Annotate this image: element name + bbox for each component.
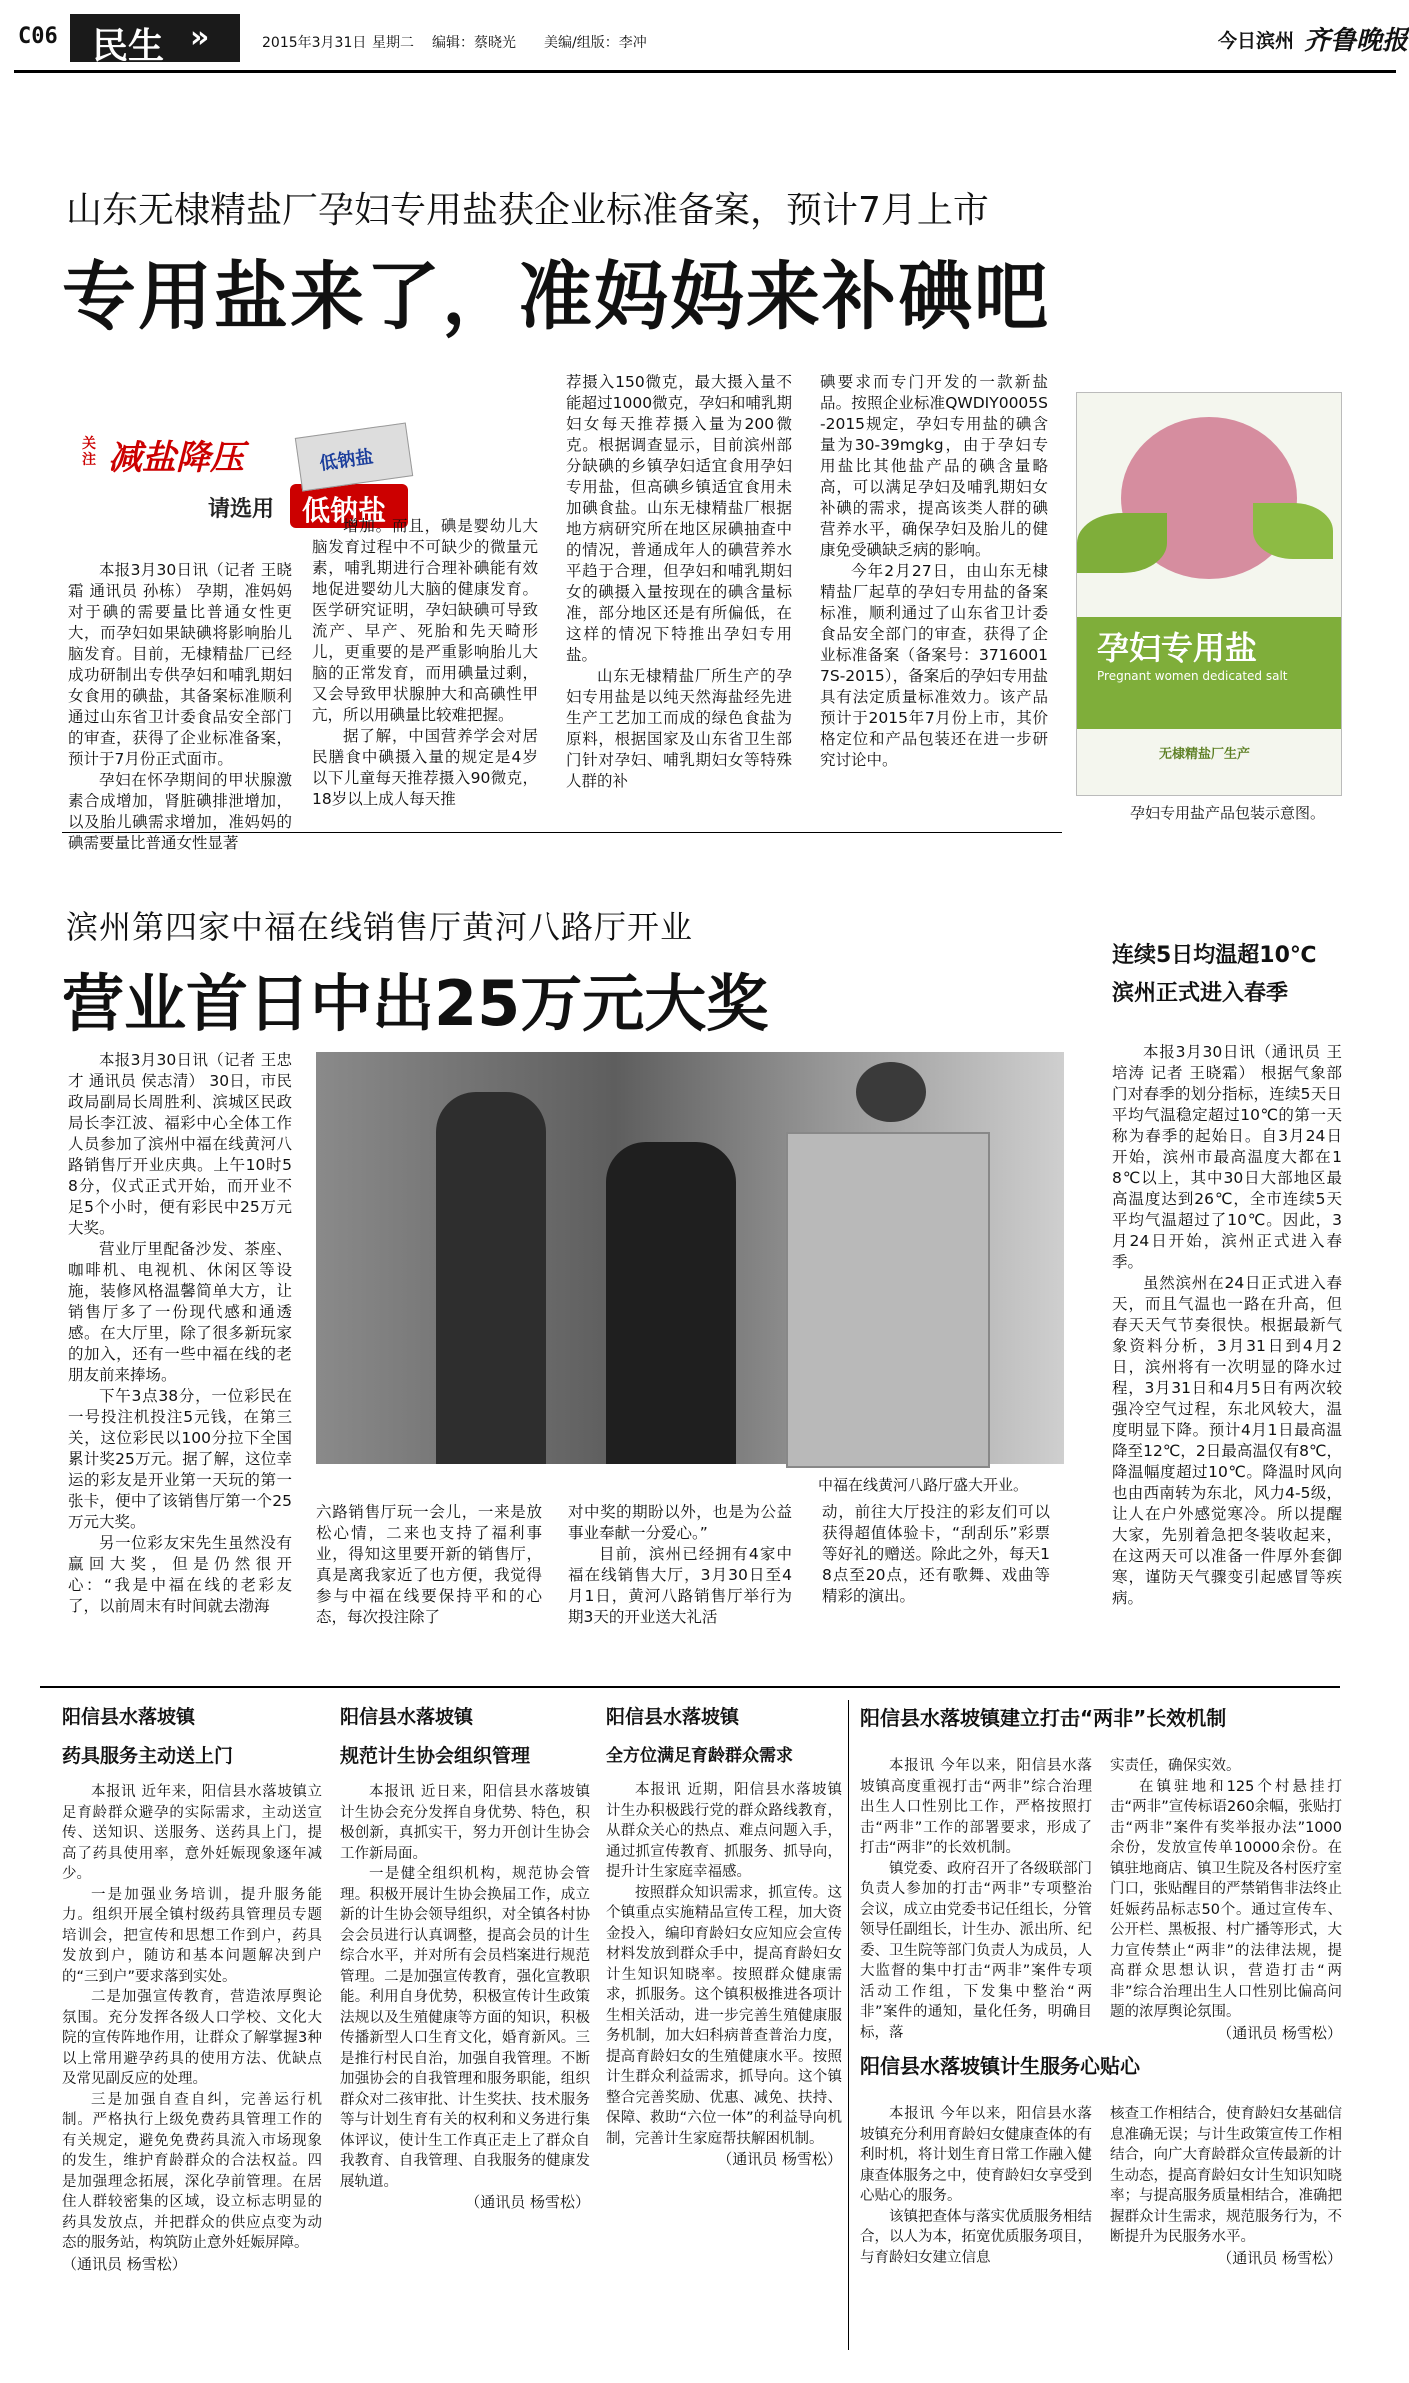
salt-package-image xyxy=(1076,392,1342,796)
salt-title: 专用盐来了，准妈妈来补碘吧 xyxy=(62,254,1050,340)
brief-3-kicker: 阳信县水落坡镇 xyxy=(606,1706,740,1728)
page-header xyxy=(0,0,1409,74)
lottery-column-1: 本报3月30日讯（记者 王忠才 通讯员 侯志清） 30日，市民政局副局长周胜利、滨城区民政局长李江波、福彩中心全体工作人员参加了滨州中福在线黄河八路销售厅开业庆典。上午10时58分，仪式正式开始，而开业不足5个小时，便有彩民中25万元大奖。 营业厅里配备沙发、茶座、咖啡机、电视机、休闲区等设施，装修风格温馨简单大方，让销售厅多了一份现代感和通透感。在大厅里，除了很多新玩家的加入，还有一些中福在线的老朋友前来捧场。 下午3点38分，一位彩民在一号投注机投注5元钱，在第三关，这位彩民以100分拉下全国累计奖25万元。据了解，这位幸运的彩友是开业第一天玩的第一张卡，便中了该销售厅第一个25万元大奖。 另一位彩友宋先生虽然没有赢回大奖，但是仍然很开心：“我是中福在线的老彩友了，以前周末有时间就去渤海 xyxy=(68,1051,292,1615)
lottery-column-4: 动，前往大厅投注的彩友们可以获得超值体验卡，“刮刮乐”彩票等好礼的赠送。除此之外，每天18点至20点，还有歌舞、戏曲等精彩的演出。 xyxy=(822,1503,1050,1605)
brief-2-body: 本报讯 近日来，阳信县水落坡镇计生协会充分发挥自身优势、特色，积极创新，真抓实干，努力开创计生协会工作新局面。 一是健全组织机构，规范协会管理。积极开展计生协会换届工作，成立新的计生协会领导组织，对全镇各村协会会员进行认真调整，提高会员的计生综合水平，并对所有会员档案进行规范管理。二是加强宣传教育，强化宣教职能。利用自身优势，积极宣传计生政策法规以及生殖健康等方面的知识，积极传播新型人口生育文化，婚育新风。三是推行村民自治，加强自我管理。不断加强协会的自我管理和服务职能，组织群众对二孩审批、计生奖扶、技术服务等与计划生育有关的权利和义务进行集体评议，使计生工作真正走上了群众自我教育、自我管理、自我服务的健康发展轨道。 xyxy=(340,1784,590,2190)
brief-4-signature: （通讯员 杨雪松） xyxy=(1217,2023,1342,2042)
header-designer: 美编/组版：李冲 xyxy=(544,35,647,51)
salt-bottom-rule xyxy=(62,832,1062,833)
salt-column-2: 增加。而且，碘是婴幼儿大脑发育过程中不可缺少的微量元素，哺乳期进行合理补碘能有效地促进婴幼儿大脑的健康发育。医学研究证明，孕妇缺碘可导致流产、早产、死胎和先天畸形儿，更重要的是严重影响胎儿大脑的正常发育，而用碘量过剩，又会导致甲状腺肿大和高碘性甲亢，所以用碘量比较难把握。 据了解，中国营养学会对居民膳食中碘摄入量的规定是4岁以下儿童每天推荐摄入90微克，18岁以上成人每天推 xyxy=(312,517,538,808)
section-tag xyxy=(70,14,240,67)
lottery-photo-caption: 中福在线黄河八路厅盛大开业。 xyxy=(818,1476,1029,1494)
photo-person-2 xyxy=(606,1142,736,1464)
banner-badge-text: 低钠盐 xyxy=(302,494,387,527)
package-caption: 孕妇专用盐产品包装示意图。 xyxy=(1130,804,1326,822)
banner-tag: 关注 xyxy=(82,436,96,468)
brief-5-column-1: 本报讯 今年以来，阳信县水落坡镇充分利用育龄妇女健康查体的有利时机，将计划生育日常工作融入健康查体服务之中，使育龄妇女享受到心贴心的服务。 该镇把查体与落实优质服务相结合，以人为本，拓宽优质服务项目，与育龄妇女建立信息 xyxy=(860,2106,1092,2266)
header-weekday: 星期二 xyxy=(372,35,414,51)
leaf-icon-2 xyxy=(1253,503,1333,559)
salt-column-4: 碘要求而专门开发的一款新盐品。按照企业标准QWDIY0005S-2015规定，孕妇专用盐的碘含量为30-39mgkg，由于孕妇专用盐比其他盐产品的碘含量略高，可以满足孕妇及哺乳期妇女补碘的需求，提高该类人群的碘营养水平，确保孕妇及胎儿的健康免受碘缺乏病的影响。 今年2月27日，由山东无棣精盐厂起草的孕妇专用盐的备案标准，顺利通过了山东省卫计委食品安全部门的审查，获得了企业标准备案（备案号：37160017S-2015），备案后的孕妇专用盐具有法定质量标准效力。该产品预计于2015年7月份上市，其价格定位和产品包装还在进一步研究讨论中。 xyxy=(820,373,1048,769)
brief-5-column-2: 核查工作相结合，使育龄妇女基础信息准确无误；与计生政策宣传工作相结合，向广大育龄群众宣传最新的计生动态，提高育龄妇女计生知识知晓率；与提高服务质量相结合，准确把握群众计生需求，规范服务行为，不断提升为民服务水平。 （通讯员 杨雪松） xyxy=(1110,2106,1342,2267)
brief-5-signature: （通讯员 杨雪松） xyxy=(1217,2248,1342,2267)
brief-4 xyxy=(860,1702,1350,2042)
chevron-right-icon: » xyxy=(190,20,210,55)
salt-bag-image xyxy=(295,422,413,491)
paper-logo: 齐鲁晚报 xyxy=(1304,26,1409,56)
salt-subtitle: 山东无棣精盐厂孕妇专用盐获企业标准备案，预计7月上市 xyxy=(66,190,989,231)
weather-title-1: 连续5日均温超10℃ xyxy=(1112,943,1317,968)
leaf-icon xyxy=(1077,513,1167,573)
photo-machine xyxy=(786,1132,990,1468)
photo-person-1 xyxy=(436,1092,546,1464)
lottery-column-3: 对中奖的期盼以外，也是为公益事业奉献一分爱心。” 目前，滨州已经拥有4家中福在线销售大厅，3月30日至4月1日，黄河八路销售厅举行为期3天的开业送大礼活 xyxy=(568,1503,792,1626)
paper-name: 今日滨州 xyxy=(1218,30,1295,52)
weather-title-2: 滨州正式进入春季 xyxy=(1112,981,1289,1006)
brief-3 xyxy=(606,1702,842,2170)
brief-4-column-2: 实责任，确保实效。 在镇驻地和125个村悬挂打击“两非”宣传标语260余幅，张贴打击“两非”案件有奖举报办法”1000余份，发放宣传单10000余份。在镇驻地商店、镇卫生院及各村医疗室门口，张贴醒目的严禁销售非法终止妊娠药品标志50个。通过宣传车、公开栏、黑板报、村广播等形式，大力宣传禁止“两非”的法律法规，提高群众思想认识，营造打击“两非”综合治理出生人口性别比偏高问题的浓厚舆论氛围。 （通讯员 杨雪松） xyxy=(1110,1758,1342,2042)
lottery-photo xyxy=(316,1052,1064,1464)
section-name: 民生 xyxy=(92,25,165,67)
brief-4-title: 阳信县水落坡镇建立打击“两非”长效机制 xyxy=(860,1706,1227,1730)
bag-label: 低钠盐 xyxy=(318,446,375,475)
page-number: C06 xyxy=(18,24,58,49)
brief-3-signature: （通讯员 杨雪松） xyxy=(717,2150,842,2168)
brief-2 xyxy=(340,1702,590,2213)
package-english: Pregnant women dedicated salt xyxy=(1097,669,1288,683)
brief-5 xyxy=(860,2050,1350,2267)
brief-1-kicker: 阳信县水落坡镇 xyxy=(62,1706,196,1728)
lottery-subtitle: 滨州第四家中福在线销售厅黄河八路厅开业 xyxy=(66,908,694,946)
brief-5-title: 阳信县水落坡镇计生服务心贴心 xyxy=(860,2054,1140,2078)
package-name: 孕妇专用盐 xyxy=(1097,629,1258,667)
banner-main: 减盐降压 xyxy=(108,438,244,478)
weather-body: 本报3月30日讯（通讯员 王培涛 记者 王晓霜） 根据气象部门对春季的划分指标，连续5天日平均气温稳定超过10℃的第一天称为春季的起始日。自3月24日开始，滨州市最高温度大都在18℃以上，其中30日大部地区最高温度达到26℃，全市连续5天平均气温超过了10℃。因此，3月24日开始，滨州正式进入春季。 虽然滨州在24日正式进入春天，而且气温也一路在升高，但春天天气节奏很快。根据最新气象资料分析，3月31日到4月2日，滨州将有一次明显的降水过程，3月31日和4月5日有两次较强冷空气过程，东北风较大，温度明显下降。预计4月1日最高温降至12℃，2日最高温仅有8℃，降温幅度超过10℃。降温时风向也由西南转为东北，风力4-5级，让人在户外感觉寒冷。所以提醒大家，先别着急把冬装收起来，在这两天可以准备一件厚外套御寒，谨防天气骤变引起感冒等疾病。 xyxy=(1112,1043,1342,1607)
brief-3-title: 全方位满足育龄群众需求 xyxy=(606,1746,793,1766)
salt-column-1: 本报3月30日讯（记者 王晓霜 通讯员 孙栋） 孕期，准妈妈对于碘的需要量比普通女性更大，而孕妇如果缺碘将影响胎儿脑发育。目前，无棣精盐厂已经成功研制出专供孕妇和哺乳期妇女食用的碘盐，其备案标准顺利通过山东省卫计委食品安全部门的审查，获得了企业标准备案，预计于7月份正式面市。 孕妇在怀孕期间的甲状腺激素合成增加，肾脏碘排泄增加，以及胎儿碘需求增加，准妈妈的碘需要量比普通女性显著 xyxy=(68,561,292,852)
brief-3-body: 本报讯 近期，阳信县水落坡镇计生办积极践行党的群众路线教育，从群众关心的热点、难点问题入手，通过抓宣传教育、抓服务、抓导向，提升计生家庭幸福感。 按照群众知识需求，抓宣传。这个镇重点实施精品宣传工程，加大资金投入，编印育龄妇女应知应会宣传材料发放到群众手中，提高育龄妇女计生知识知晓率。按照群众健康需求，抓服务。这个镇积极推进各项计生相关活动，进一步完善生殖健康服务机制，加大妇科病普查普治力度，提高育龄妇女的生殖健康水平。按照计生群众利益需求，抓导向。这个镇整合完善奖励、优惠、减免、扶持、保障、救助“六位一体”的利益导向机制，完善计生家庭帮扶解困机制。 xyxy=(606,1782,842,2147)
banner-sub: 请选用 xyxy=(208,497,275,522)
brief-2-signature: （通讯员 杨雪松） xyxy=(465,2193,590,2211)
brief-1 xyxy=(62,1702,322,2275)
package-maker: 无棣精盐厂生产 xyxy=(1159,747,1251,762)
header-editor: 编辑：蔡晓光 xyxy=(432,35,516,51)
brief-1-title: 药具服务主动送上门 xyxy=(62,1745,234,1767)
lottery-column-2: 六路销售厅玩一会儿，一来是放松心情，二来也支持了福利事业，得知这里要开新的销售厅，真是离我家近了也方便，我觉得参与中福在线要保持平和的心态，每次投注除了 xyxy=(316,1503,542,1626)
photo-ribbon-bow xyxy=(856,1062,926,1122)
header-divider xyxy=(14,70,1396,73)
brief-2-kicker: 阳信县水落坡镇 xyxy=(340,1706,474,1728)
brief-4-column-1: 本报讯 今年以来，阳信县水落坡镇高度重视打击“两非”综合治理出生人口性别比工作，严格按照打击“两非”工作的部署要求，形成了打击“两非”的长效机制。 镇党委、政府召开了各级联部门负责人参加的打击“两非”专项整治会议，成立由党委书记任组长，分管领导任副组长，计生办、派出所、纪委、卫生院等部门负责人为成员，人大监督的集中打击“两非”案件专项活动工作组，下发集中整治“两非”案件的通知，量化任务，明确目标，落 xyxy=(860,1758,1092,2041)
header-date: 2015年3月31日 xyxy=(262,35,367,51)
brief-vertical-rule xyxy=(848,1700,849,2350)
brief-1-body: 本报讯 近年来，阳信县水落坡镇立足育龄群众避孕的实际需求，主动送宣传、送知识、送服务、送药具上门，提高了药具使用率，意外妊娠现象逐年减少。 一是加强业务培训，提升服务能力。组织开展全镇村级药具管理员专题培训会，把宣传和思想工作到户，药具发放到户，随访和基本问题解决到户的“三到户”要求落到实处。 二是加强宣传教育，营造浓厚舆论氛围。充分发挥各级人口学校、文化大院的宣传阵地作用，让群众了解掌握3种以上常用避孕药具的使用方法、优缺点及常见副反应的处理。 三是加强自查自纠，完善运行机制。严格执行上级免费药具管理工作的有关规定，避免免费药具流入市场现象的发生，维护育龄群众的合法权益。四是加强理念拓展，深化孕前管理。在居住人群较密集的区域，设立标志明显的药具发放点，并把群众的供应点变为动态的服务站，构筑防止意外妊娠屏障。 xyxy=(62,1784,322,2251)
brief-2-title: 规范计生协会组织管理 xyxy=(340,1745,531,1767)
package-green-band xyxy=(1077,617,1341,729)
brief-1-signature: （通讯员 杨雪松） xyxy=(62,2254,187,2273)
section-divider xyxy=(40,1686,1340,1688)
lottery-title: 营业首日中出25万元大奖 xyxy=(62,967,769,1040)
salt-column-3: 荐摄入150微克，最大摄入量不能超过1000微克，孕妇和哺乳期妇女每天推荐摄入量为200微克。根据调查显示，目前滨州部分缺碘的乡镇孕妇适宜食用孕妇专用盐，但高碘乡镇适宜食用未加碘食盐。山东无棣精盐厂根据地方病研究所在地区尿碘抽查中的情况，普通成年人的碘营养水平趋于合理，但孕妇和哺乳期妇女的碘摄入量按现在的碘含量标准，部分地区还是有所偏低，在这样的情况下特推出孕妇专用盐。 山东无棣精盐厂所生产的孕妇专用盐是以纯天然海盐经先进生产工艺加工而成的绿色食盐为原料，根据国家及山东省卫生部门针对孕妇、哺乳期妇女等特殊人群的补 xyxy=(566,373,792,790)
